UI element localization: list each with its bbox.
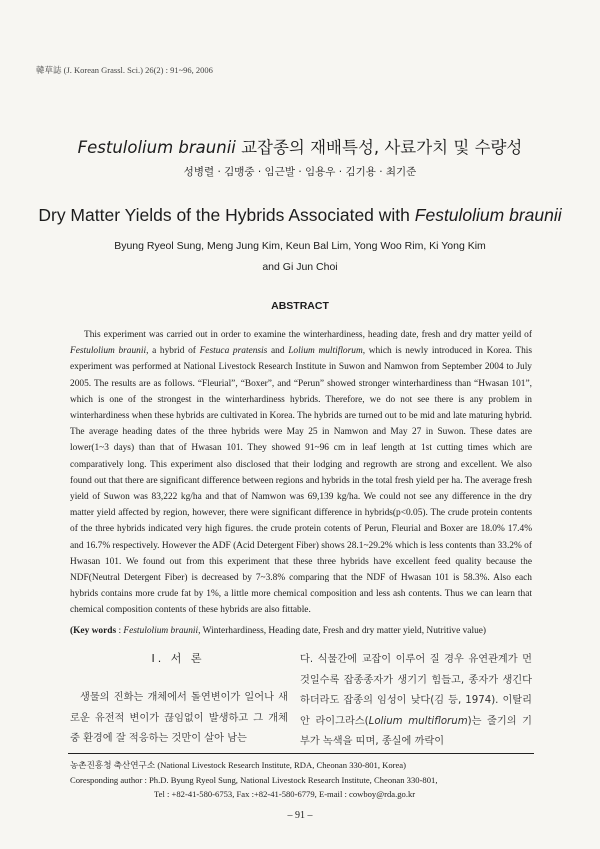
korean-title-species: Festulolium braunii — [77, 138, 236, 157]
abstract-text: and — [267, 346, 289, 357]
keywords-species: Festulolium braunii — [123, 626, 199, 636]
intro-text: 다. 식물간에 교잡이 이루어 질 경우 유연관계가 먼 것일수록 잡종종자가 생기기 힘들고, 종자가 생긴다 하더라도 잡종의 임성이 낮다(김 등, 1974). 이탈리안 라이그라스( — [300, 654, 532, 727]
journal-citation: 韓草誌 (J. Korean Grassl. Sci.) 26(2) : 91~96, 2006 — [36, 65, 213, 75]
intro-right-column — [300, 650, 532, 753]
english-authors-line1: Byung Ryeol Sung, Meng Jung Kim, Keun Bal Lim, Yong Woo Rim, Ki Yong Kim — [114, 240, 486, 252]
intro-text: )는 줄기의 기부가 녹색을 띠며, 종실에 까락이 — [300, 715, 533, 747]
abstract-species: Festulolium braunii — [70, 346, 147, 357]
abstract-text: , a hybrid of — [146, 346, 200, 357]
footnote-affiliation: 농촌진흥청 축산연구소 (National Livestock Research Institute, RDA, Cheonan 330-801, Korea) — [70, 760, 406, 770]
abstract-text: This experiment was carried out in order to examine the winterhardiness, heading date, fresh and dry matter yeild of — [84, 330, 532, 340]
english-title-species: Festulolium braunii — [414, 205, 562, 225]
keywords-separator: : — [116, 626, 124, 636]
keywords-label: (Key words — [70, 626, 117, 636]
intro-species: Lolium multiflorum — [368, 715, 468, 727]
korean-authors: 성병렬 · 김맹중 · 임근발 · 임용우 · 김기용 · 최기준 — [183, 166, 417, 178]
english-title-text: Dry Matter Yields of the Hybrids Associated with — [38, 205, 415, 225]
footnote — [70, 758, 540, 802]
footnote-correspondence: Coresponding author : Ph.D. Byung Ryeol Sung, National Livestock Research Institute, Cheonan 330-801, — [70, 774, 438, 785]
abstract-heading: ABSTRACT — [271, 300, 329, 312]
abstract-text: , which is newly introduced in Korea. This experiment was performed at National Livestock Research Institute in Suwon and Namwon from September 2004 to July 2005. The results are as follows. “Fleurial”, “Boxer”, and “Perun” showed stronger winterhardiness than “Hwasan 101”, which is one of the strongest in the winterhardiness hybrids. Therefore, we do not see there is any problem in winterhardiness when these hybrids are cultivated in Korea. The hybrids are turned out to be mid and late maturing hybrid. The average heading dates of the three hybrids were May 25 in Namwon and May 27 in Suwon. These dates are lower(1~3 days) than that of Hwasan 101. They showed 91~96 cm in leaf length at 1st cutting times which are comparatively long. This experiment also disclosed that their lodging and regrowth are strong and excellent. We also found out that there are significant difference between regions and hybrids in the total fresh yield per ha. The average fresh yield of Suwon was 83,222 kg/ha and that of Namwon was 69,139 kg/ha. We could not see any difference in the dry matter yield affected by region, however, there were significant difference in hybrids(p<0.05). The crude protein contents of the three hybrids indicated very high figures. the crude protein cotents of Perun, Fleurial and Boxer are 18.0% 17.4% and 16.7% respectively. However the ADF (Acid Detergent Fiber) shows 28.1~29.2% which is less contents than 33.2% of Hwasan 101. We found out from this experiment that these three hybrids have excellent feed quality because the NDF(Neutral Detergent Fiber) is decreased by 7~3.8% comparing that the NDF of Hwasan 101 is 58.3%. Also each hybrids contains more crude fat by 1%, a little more chemical composition and less ash contents. Thus we can learn that chemical composition contents of these hybrids are also fittable. — [70, 346, 533, 616]
abstract-body — [70, 327, 532, 619]
korean-title — [0, 134, 600, 158]
footnote-divider — [68, 753, 534, 754]
keywords-list: , Winterhardiness, Heading date, Fresh and dry matter yield, Nutritive value) — [198, 626, 487, 636]
english-title — [0, 205, 600, 226]
english-authors — [60, 236, 540, 278]
english-authors-line2: and Gi Jun Choi — [262, 261, 338, 273]
footnote-contact: Tel : +82-41-580-6753, Fax :+82-41-580-6779, E-mail : cowboy@rda.go.kr — [154, 789, 416, 799]
section-heading: Ⅰ. 서 론 — [151, 652, 205, 665]
page-number: – 91 – — [287, 810, 313, 821]
abstract-species: Lolium multiflorum — [288, 346, 363, 357]
intro-left-column: 생물의 진화는 개체에서 돌연변이가 일어나 새로운 유전적 변이가 끊임없이 발생하고 그 개체 중 환경에 잘 적응하는 것만이 살아 남는 — [70, 692, 288, 744]
keywords — [70, 623, 532, 639]
korean-title-text: 교잡종의 재배특성, 사료가치 및 수량성 — [235, 138, 523, 157]
abstract-species: Festuca pratensis — [199, 346, 268, 357]
